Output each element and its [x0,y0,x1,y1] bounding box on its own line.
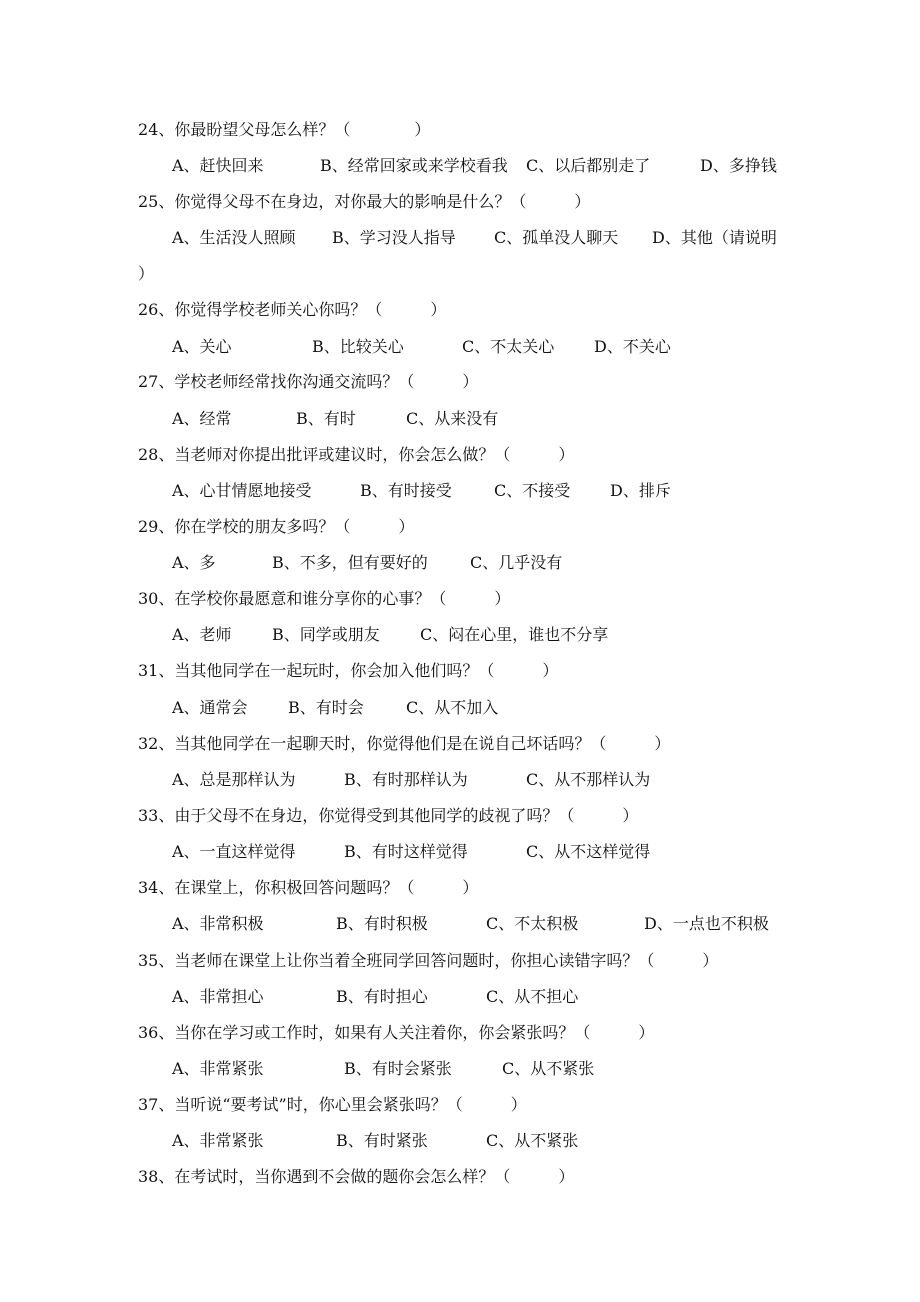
question-38-stem: 38、在考试时，当你遇到不会做的题你会怎么样？（ ） [138,1167,575,1186]
question-24-option-d: D、多挣钱 [700,156,777,175]
question-30-option-a: A、老师 [172,625,232,644]
question-34-option-d: D、一点也不积极 [644,914,769,933]
question-35-option-a: A、非常担心 [172,987,264,1006]
question-27-option-a: A、经常 [172,409,232,428]
question-32-stem: 32、当其他同学在一起聊天时，你觉得他们是在说自己坏话吗？（ ） [138,734,671,753]
question-33-option-b: B、有时这样觉得 [344,842,468,861]
question-37-stem: 37、当听说“要考试”时，你心里会紧张吗？（ ） [138,1095,527,1114]
question-24-option-c: C、以后都别走了 [526,156,651,175]
question-37-option-c: C、从不紧张 [486,1131,579,1150]
question-29-option-b: B、不多，但有要好的 [272,553,428,572]
question-35-stem: 35、当老师在课堂上让你当着全班同学回答问题时，你担心读错字吗？（ ） [138,951,719,970]
question-37-option-b: B、有时紧张 [336,1131,428,1150]
question-28-stem: 28、当老师对你提出批评或建议时，你会怎么做？（ ） [138,445,575,464]
question-25-option-d: D、其他（请说明 [652,228,777,247]
question-30-option-b: B、同学或朋友 [272,625,380,644]
question-36-option-a: A、非常紧张 [172,1059,264,1078]
question-30-option-c: C、闷在心里，谁也不分享 [420,625,609,644]
question-31-stem: 31、当其他同学在一起玩时，你会加入他们吗？（ ） [138,661,559,680]
question-34-stem: 34、在课堂上，你积极回答问题吗？（ ） [138,878,479,897]
question-25-option-b: B、学习没人指导 [332,228,456,247]
question-25-option-a: A、生活没人照顾 [172,228,296,247]
question-26-option-c: C、不太关心 [462,337,555,356]
question-28-option-d: D、排斥 [610,481,671,500]
question-29-stem: 29、你在学校的朋友多吗？（ ） [138,517,415,536]
question-34-option-b: B、有时积极 [336,914,428,933]
question-27-option-c: C、从来没有 [406,409,499,428]
question-26-option-b: B、比较关心 [312,337,404,356]
question-35-option-c: C、从不担心 [486,987,579,1006]
question-24-option-b: B、经常回家或来学校看我 [320,156,508,175]
question-25-option-c: C、孤单没人聊天 [494,228,619,247]
question-29-option-c: C、几乎没有 [470,553,563,572]
question-24-option-a: A、赶快回来 [172,156,264,175]
question-31-option-a: A、通常会 [172,698,248,717]
question-30-stem: 30、在学校你最愿意和谁分享你的心事？（ ） [138,589,511,608]
question-36-option-c: C、从不紧张 [502,1059,595,1078]
question-27-stem: 27、学校老师经常找你沟通交流吗？（ ） [138,372,479,391]
question-34-option-a: A、非常积极 [172,914,264,933]
question-33-option-a: A、一直这样觉得 [172,842,296,861]
question-32-option-b: B、有时那样认为 [344,770,468,789]
question-28-option-a: A、心甘情愿地接受 [172,481,312,500]
question-33-stem: 33、由于父母不在身边，你觉得受到其他同学的歧视了吗？（ ） [138,806,639,825]
question-25-continuation: ） [138,264,155,283]
question-37-option-a: A、非常紧张 [172,1131,264,1150]
question-26-option-d: D、不关心 [594,337,671,356]
question-28-option-b: B、有时接受 [360,481,452,500]
question-28-option-c: C、不接受 [494,481,571,500]
question-36-stem: 36、当你在学习或工作时，如果有人关注着你，你会紧张吗？（ ） [138,1023,655,1042]
question-29-option-a: A、多 [172,553,216,572]
question-31-option-b: B、有时会 [288,698,364,717]
question-33-option-c: C、从不这样觉得 [526,842,651,861]
question-32-option-a: A、总是那样认为 [172,770,296,789]
question-26-stem: 26、你觉得学校老师关心你吗？（ ） [138,300,447,319]
question-25-stem: 25、你觉得父母不在身边，对你最大的影响是什么？（ ） [138,192,591,211]
question-27-option-b: B、有时 [296,409,356,428]
question-32-option-c: C、从不那样认为 [526,770,651,789]
question-34-option-c: C、不太积极 [486,914,579,933]
question-26-option-a: A、关心 [172,337,232,356]
question-36-option-b: B、有时会紧张 [344,1059,452,1078]
question-35-option-b: B、有时担心 [336,987,428,1006]
question-31-option-c: C、从不加入 [406,698,499,717]
question-24-stem: 24、你最盼望父母怎么样？（ ） [138,120,431,139]
